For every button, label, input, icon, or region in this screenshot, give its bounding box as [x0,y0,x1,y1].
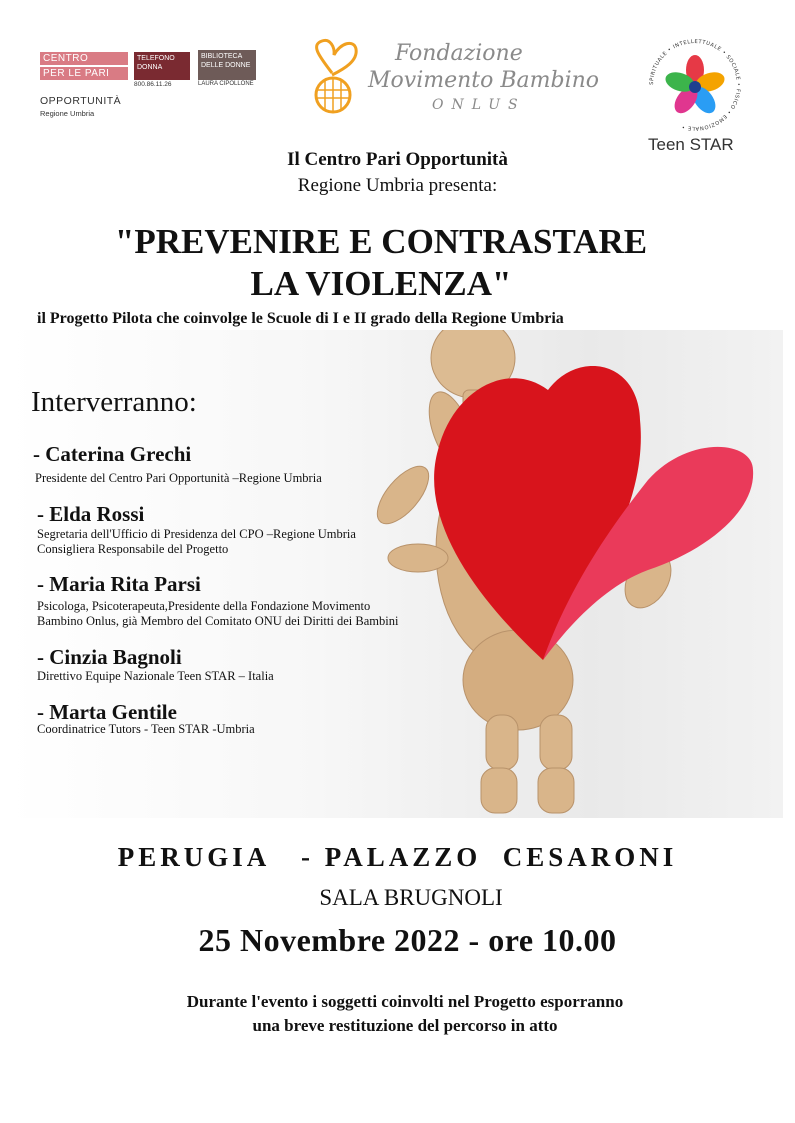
cpo-logo-line2: PER LE PARI [40,67,128,80]
cpo-logo-line4: Regione Umbria [40,109,95,118]
fmb-logo-line3: ONLUS [432,97,526,113]
bib-line3: LAURA CIPOLLONE [198,81,254,87]
speaker-name: - Cinzia Bagnoli [37,645,182,669]
biblioteca-box [198,50,256,80]
event-datetime: 25 Novembre 2022 - ore 10.00 [198,922,617,958]
speaker-role: Direttivo Equipe Nazionale Teen STAR – Italia [37,669,274,683]
cpo-logo-line1: CENTRO [40,52,128,65]
bib-line2: DELLE DONNE [201,62,251,69]
cpo-logo-line3: OPPORTUNITÀ [40,95,122,107]
page-title-line2: LA VIOLENZA" [250,264,512,303]
speakers-heading: Interverranno: [31,386,197,418]
telefono-donna-box [134,52,190,80]
fmb-logo-line1: Fondazione [395,41,523,66]
heart-globe-icon [300,35,370,120]
speaker-role: Bambino Onlus, già Membro del Comitato ONU dei Diritti dei Bambini [37,614,399,628]
page-title-line1: "PREVENIRE E CONTRASTARE [114,222,648,261]
speaker-name: - Elda Rossi [37,502,145,526]
intro-line1: Il Centro Pari Opportunità [287,149,508,170]
speaker-name: - Marta Gentile [37,700,177,724]
speaker-role: Consigliera Responsabile del Progetto [37,542,229,556]
teenstar-star-icon [640,30,750,140]
speaker-name: - Caterina Grechi [33,442,192,466]
tel-line2: DONNA [137,64,163,71]
tel-number: 800.86.11.26 [134,81,172,88]
event-room: SALA BRUGNOLI [319,885,503,910]
intro-line2: Regione Umbria presenta: [297,175,498,196]
fmb-logo-line2: Movimento Bambino [368,68,600,93]
event-note-line1: Durante l'evento i soggetti coinvolti nel Progetto esporranno [186,992,624,1011]
speaker-role: Segretaria dell'Ufficio di Presidenza del CPO –Regione Umbria [37,527,356,541]
cpo-logo [40,50,265,120]
speaker-role: Presidente del Centro Pari Opportunità –Regione Umbria [35,471,322,485]
event-location: PERUGIA - PALAZZO CESARONI [117,842,678,872]
event-note-line2: una breve restituzione del percorso in atto [252,1016,558,1035]
bib-line1: BIBLIOTECA [201,53,243,60]
teenstar-label: Teen STAR [648,135,734,154]
tel-line1: TELEFONO [137,55,175,62]
speaker-role: Psicologa, Psicoterapeuta,Presidente della Fondazione Movimento [37,599,371,613]
subtitle: il Progetto Pilota che coinvolge le Scuole di I e II grado della Regione Umbria [37,310,564,327]
teenstar-logo [640,30,750,160]
speaker-role: Coordinatrice Tutors - Teen STAR -Umbria [37,722,255,736]
speaker-name: - Maria Rita Parsi [37,572,201,596]
fmb-logo [300,35,610,125]
teenstar-ring-text: SPIRITUALE • INTELLETTUALE • SOCIALE • FISICO • EMOZIONALE • [648,38,742,132]
